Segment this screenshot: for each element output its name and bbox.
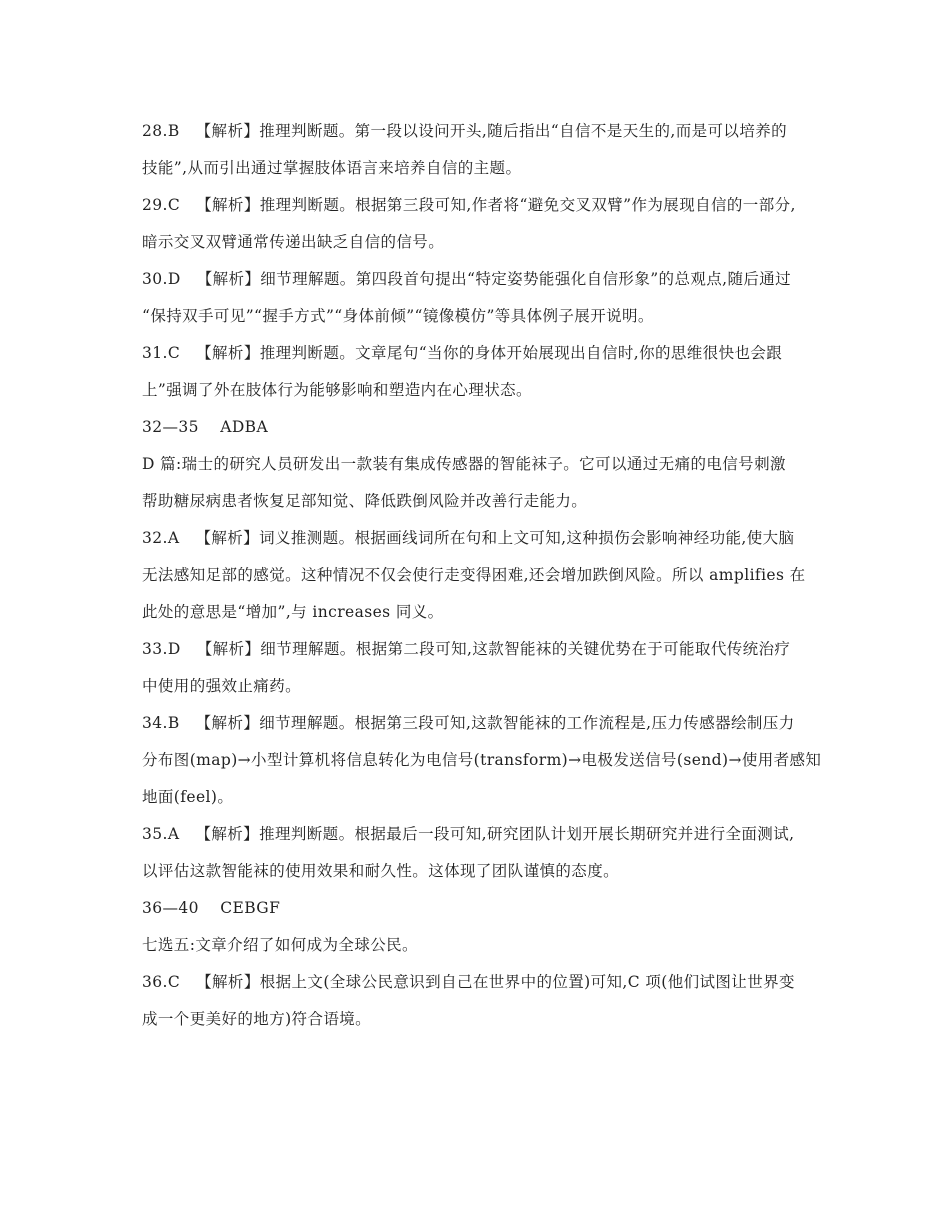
item-35-line-2: 以评估这款智能袜的使用效果和耐久性。这体现了团队谨慎的态度。 (142, 862, 620, 880)
item-34-line-3: 地面(feel)。 (142, 788, 234, 806)
analysis-tag: 【解析】 (195, 825, 260, 843)
passage-d-line-2: 帮助糖尿病患者恢复足部知觉、降低跌倒风险并改善行走能力。 (142, 492, 588, 510)
item-30-line-1 (142, 261, 812, 298)
item-36-line-1 (142, 964, 812, 1001)
item-text: 细节理解题。根据第二段可知,这款智能袜的关键优势在于可能取代传统治疗 (260, 640, 791, 658)
item-34-line-2: 分布图(map)→小型计算机将信息转化为电信号(transform)→电极发送信号(send)→使用者感知 (142, 751, 822, 769)
analysis-tag: 【解析】 (196, 973, 260, 991)
answer-explanation-text (142, 113, 822, 1038)
item-number: 28.B (142, 122, 180, 140)
analysis-tag: 【解析】 (195, 122, 260, 140)
item-35-line-1 (142, 816, 812, 853)
item-number: 34.B (142, 714, 180, 732)
analysis-tag: 【解析】 (196, 344, 260, 362)
answers-32-35: 32—35 ADBA (142, 418, 269, 436)
item-number: 35.A (142, 825, 180, 843)
item-31-line-1 (142, 335, 812, 372)
item-text: 词义推测题。根据画线词所在句和上文可知,这种损伤会影响神经功能,使大脑 (259, 529, 795, 547)
item-text: 推理判断题。根据最后一段可知,研究团队计划开展长期研究并进行全面测试, (259, 825, 795, 843)
item-number: 33.D (142, 640, 181, 658)
seven-five-intro: 七选五:文章介绍了如何成为全球公民。 (142, 936, 418, 954)
analysis-tag: 【解析】 (196, 196, 260, 214)
item-number: 32.A (142, 529, 180, 547)
analysis-tag: 【解析】 (195, 714, 260, 732)
item-33-line-2: 中使用的强效止痛药。 (142, 677, 302, 695)
item-number: 29.C (142, 196, 181, 214)
item-28-line-1 (142, 113, 812, 150)
item-number: 36.C (142, 973, 181, 991)
item-text: 推理判断题。根据第三段可知,作者将“避免交叉双臂”作为展现自信的一部分, (259, 196, 796, 214)
item-32-line-3: 此处的意思是“增加”,与 increases 同义。 (142, 603, 444, 621)
item-32-line-1 (142, 520, 812, 557)
item-30-line-2: “保持双手可见”“握手方式”“身体前倾”“镜像模仿”等具体例子展开说明。 (142, 307, 654, 325)
item-34-line-1 (142, 705, 812, 742)
item-33-line-1 (142, 631, 812, 668)
item-29-line-2: 暗示交叉双臂通常传递出缺乏自信的信号。 (142, 233, 445, 251)
passage-d-line-1: D 篇:瑞士的研究人员研发出一款装有集成传感器的智能袜子。它可以通过无痛的电信号刺激 (142, 455, 786, 473)
analysis-tag: 【解析】 (196, 640, 261, 658)
analysis-tag: 【解析】 (196, 270, 261, 288)
item-text: 推理判断题。文章尾句“当你的身体开始展现出自信时,你的思维很快也会跟 (259, 344, 783, 362)
item-31-line-2: 上”强调了外在肢体行为能够影响和塑造内在心理状态。 (142, 381, 532, 399)
analysis-tag: 【解析】 (195, 529, 260, 547)
item-32-line-2: 无法感知足部的感觉。这种情况不仅会使行走变得困难,还会增加跌倒风险。所以 amplifies 在 (142, 566, 806, 584)
item-28-line-2: 技能”,从而引出通过掌握肢体语言来培养自信的主题。 (142, 159, 522, 177)
answers-36-40: 36—40 CEBGF (142, 899, 281, 917)
item-text: 推理判断题。第一段以设问开头,随后指出“自信不是天生的,而是可以培养的 (259, 122, 788, 140)
item-36-line-2: 成一个更美好的地方)符合语境。 (142, 1010, 372, 1028)
item-number: 31.C (142, 344, 181, 362)
item-text: 细节理解题。根据第三段可知,这款智能袜的工作流程是,压力传感器绘制压力 (259, 714, 795, 732)
item-text: 根据上文(全球公民意识到自己在世界中的位置)可知,C 项(他们试图让世界变 (259, 973, 795, 991)
item-text: 细节理解题。第四段首句提出“特定姿势能强化自信形象”的总观点,随后通过 (260, 270, 792, 288)
item-29-line-1 (142, 187, 812, 224)
item-number: 30.D (142, 270, 181, 288)
